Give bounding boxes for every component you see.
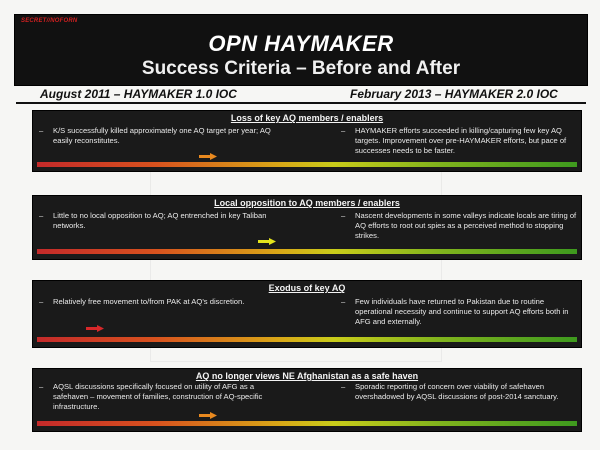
progress-gradient-bar	[37, 249, 577, 254]
bullet-dash: –	[39, 297, 44, 306]
arrow-head	[269, 238, 276, 245]
panel-after-text	[341, 126, 577, 156]
after-description: Sporadic reporting of concern over viability of safehaven overshadowed by AQSL discussions of post-2014 sanctuary.	[355, 382, 559, 401]
bullet-dash: –	[341, 382, 346, 391]
panel-title: Exodus of key AQ	[268, 283, 346, 293]
panel-title: AQ no longer views NE Afghanistan as a safe haven	[195, 371, 419, 381]
bullet-dash: –	[39, 126, 44, 135]
panel-after-text	[341, 211, 577, 241]
before-description: Relatively free movement to/from PAK at AQ’s discretion.	[53, 297, 245, 306]
after-description: HAYMAKER efforts succeeded in killing/capturing few key AQ targets. Improvement over pre-HAYMAKER efforts, but pace of successes needs to be faster.	[355, 126, 567, 155]
panel-title: Loss of key AQ members / enablers	[230, 113, 384, 123]
panel-before-text	[39, 382, 271, 412]
column-heading-before: August 2011 – HAYMAKER 1.0 IOC	[40, 87, 237, 101]
arrow-head	[210, 412, 217, 419]
page-title: OPN HAYMAKER	[208, 31, 394, 56]
progress-arrow-icon	[258, 238, 276, 245]
column-heading-after: February 2013 – HAYMAKER 2.0 IOC	[350, 87, 558, 101]
panel-before-text	[39, 297, 271, 307]
criteria-panel-loss-of-key-aq	[32, 110, 582, 172]
after-description: Few individuals have returned to Pakistan due to routine operational necessity and continue to support AQ efforts both in AFG and externally.	[355, 297, 569, 326]
bullet-dash: –	[341, 211, 346, 220]
progress-arrow-icon	[199, 412, 217, 419]
panel-after-text	[341, 382, 577, 402]
bullet-dash: –	[341, 297, 346, 306]
arrow-shaft	[199, 155, 211, 158]
progress-arrow-icon	[199, 153, 217, 160]
progress-gradient-bar	[37, 337, 577, 342]
before-description: K/S successfully killed approximately one AQ target per year; AQ easily reconstitutes.	[53, 126, 271, 145]
progress-arrow-icon	[86, 325, 104, 332]
progress-gradient-bar	[37, 421, 577, 426]
criteria-panel-safe-haven	[32, 368, 582, 432]
classification-marking: SECRET//NOFORN	[21, 18, 78, 24]
arrow-head	[210, 153, 217, 160]
panel-before-text	[39, 211, 271, 231]
heading-rule	[16, 102, 586, 104]
arrow-head	[97, 325, 104, 332]
progress-gradient-bar	[37, 162, 577, 167]
after-description: Nascent developments in some valleys indicate locals are tiring of AQ efforts to root out spies as a perceived method to stopping strikes.	[355, 211, 577, 240]
page-subtitle: Success Criteria – Before and After	[141, 58, 461, 79]
criteria-panel-exodus-of-key-aq	[32, 280, 582, 348]
before-description: Little to no local opposition to AQ; AQ entrenched in key Taliban networks.	[53, 211, 267, 230]
arrow-shaft	[199, 414, 211, 417]
header-banner	[14, 14, 588, 86]
arrow-shaft	[86, 327, 98, 330]
before-description: AQSL discussions specifically focused on utility of AFG as a safehaven – movement of families, construction of AQ-specific infrastructure.	[53, 382, 263, 411]
arrow-shaft	[258, 240, 270, 243]
bullet-dash: –	[341, 126, 346, 135]
panel-before-text	[39, 126, 271, 146]
bullet-dash: –	[39, 382, 44, 391]
criteria-panel-local-opposition	[32, 195, 582, 260]
panel-title: Local opposition to AQ members / enablers	[214, 198, 400, 208]
panel-after-text	[341, 297, 577, 327]
bullet-dash: –	[39, 211, 44, 220]
